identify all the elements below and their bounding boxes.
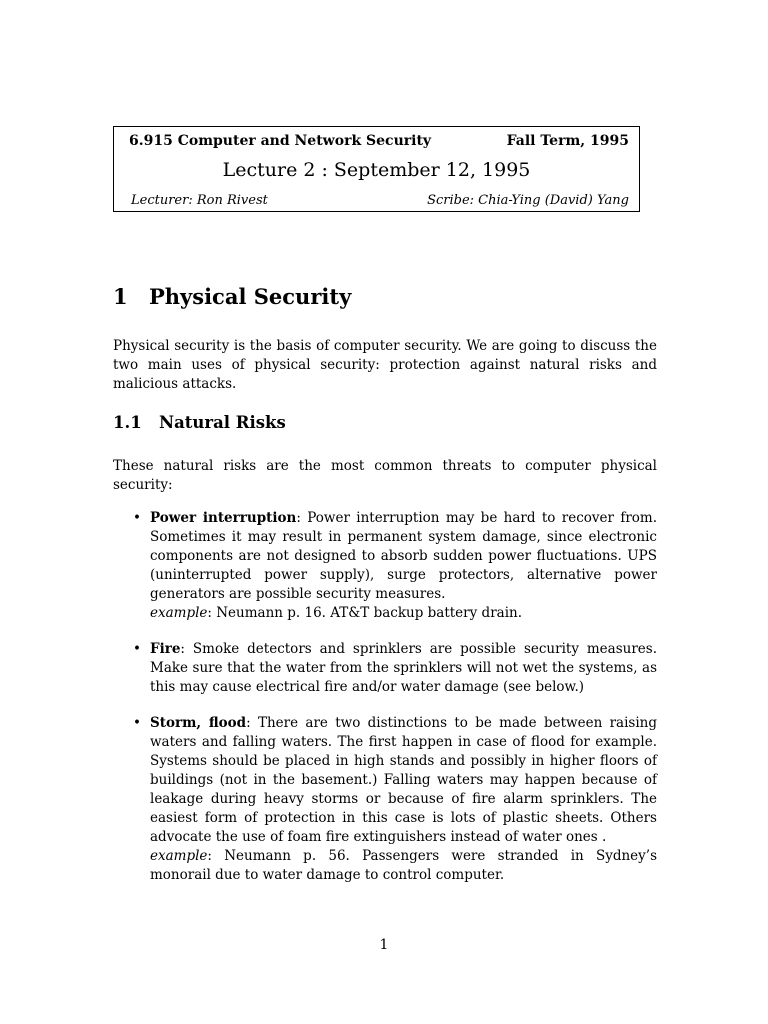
lecturer-label: Lecturer: Ron Rivest — [131, 193, 268, 208]
section-number: 1 — [113, 284, 128, 309]
item-term: Fire — [150, 641, 181, 657]
item-text: : Power interruption may be hard to recover from. Sometimes it may result in permanent system damage, since electronic components are not designed to absorb sudden power fluctuations. UPS (uninterrupted power supply), surge protectors, alternative power generators are possible security measures. — [150, 510, 658, 602]
bullet-icon: • — [133, 510, 141, 526]
item-text: : There are two distinctions to be made between raising waters and falling waters. The first happen in case of flood for example. Systems should be placed in high stands and possibly in higher floors of buildings (not in the basement.) Falling waters may happen because of leakage during heavy storms or because of fire alarm sprinklers. The easiest form of protection in this case is lots of plastic sheets. Others advocate the use of foam fire extinguishers instead of water ones . — [150, 715, 657, 845]
item-term: Power interruption — [150, 510, 297, 526]
section-heading — [113, 284, 351, 309]
list-item-storm-flood — [130, 714, 657, 885]
bullet-icon: • — [133, 641, 141, 657]
bullet-icon: • — [133, 715, 141, 731]
example-text: : Neumann p. 56. Passengers were stranded in Sydney’s monorail due to water damage to control computer. — [150, 848, 657, 883]
lecture-title: Lecture 2 : September 12, 1995 — [222, 159, 531, 181]
header-top-row — [129, 133, 629, 149]
subsection-title: Natural Risks — [159, 413, 286, 432]
item-text: : Smoke detectors and sprinklers are possible security measures. Make sure that the water from the sprinklers will not wet the systems, as this may cause electrical fire and/or water damage (see below.) — [150, 641, 657, 695]
lecture-header-box — [113, 126, 640, 212]
item-term: Storm, flood — [150, 715, 247, 731]
intro-paragraph: Physical security is the basis of computer security. We are going to discuss the two main uses of physical security: protection against natural risks and malicious attacks. — [113, 338, 657, 392]
risk-list — [130, 509, 657, 885]
course-name: 6.915 Computer and Network Security — [129, 133, 432, 149]
example-text: : Neumann p. 16. AT&T backup battery drain. — [207, 605, 522, 621]
term-label: Fall Term, 1995 — [506, 133, 629, 149]
subsection-intro-paragraph: These natural risks are the most common threats to computer physical security: — [113, 458, 657, 493]
page-number: 1 — [379, 937, 389, 953]
scribe-label: Scribe: Chia-Ying (David) Yang — [427, 193, 629, 208]
header-credits-row — [131, 193, 629, 208]
example-label: example — [150, 605, 208, 621]
list-item-fire — [130, 640, 657, 697]
subsection-number: 1.1 — [113, 413, 142, 432]
section-title: Physical Security — [149, 284, 352, 309]
subsection-heading — [113, 413, 286, 432]
list-item-power-interruption — [130, 509, 657, 623]
example-label: example — [150, 848, 208, 864]
